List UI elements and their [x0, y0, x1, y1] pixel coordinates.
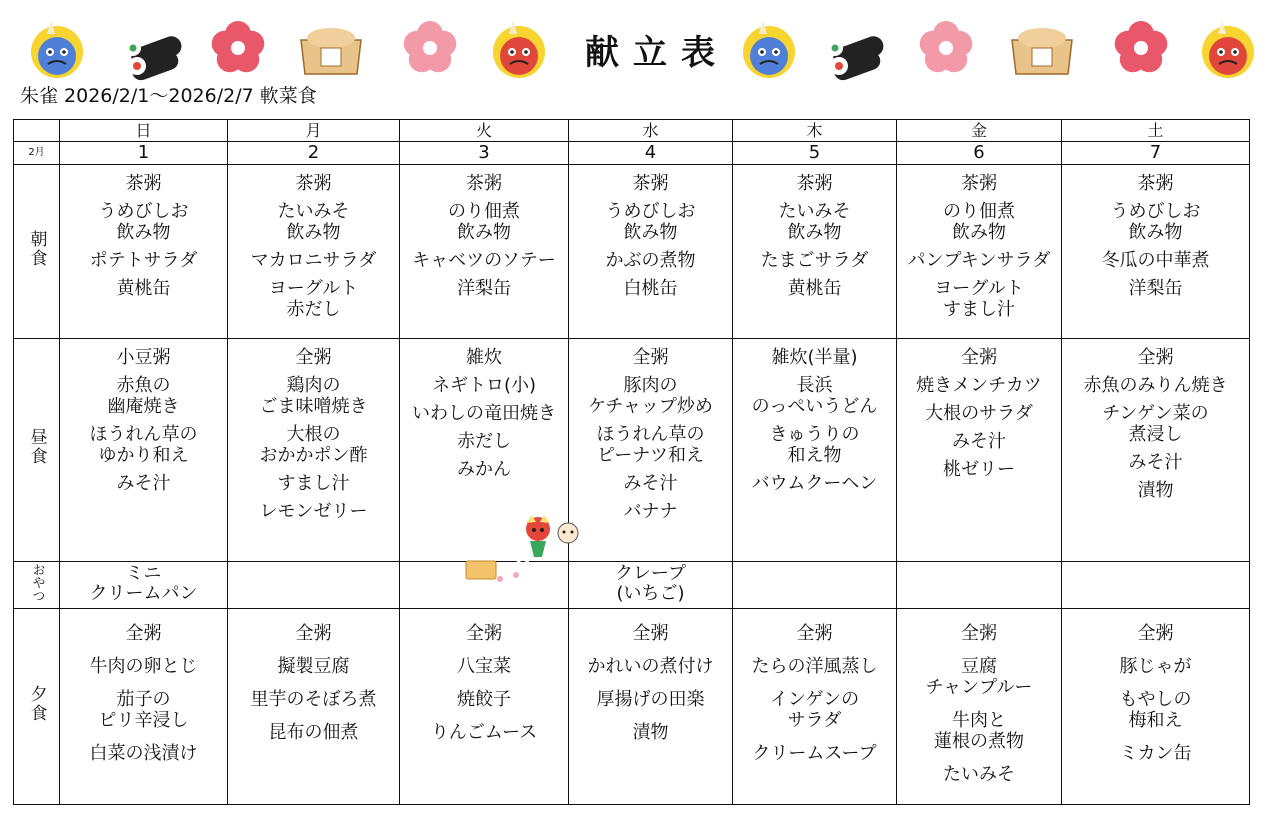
menu-item-list [569, 339, 732, 529]
lunch-label-text: 昼食 [26, 428, 47, 466]
menu-item: 厚揚げの田楽 [596, 689, 705, 710]
menu-item: うめびしお 飲み物 [1110, 201, 1201, 243]
menu-item: 洋梨缶 [1128, 278, 1183, 299]
breakfast-cell [228, 165, 400, 339]
menu-item: 茶粥 [125, 173, 162, 194]
red-oni-icon [493, 20, 545, 78]
menu-item: 黄桃缶 [787, 278, 842, 299]
menu-item-list [228, 165, 399, 327]
menu-item-list [733, 339, 896, 501]
date-cell: 3 [400, 142, 569, 165]
menu-item: すまし汁 [277, 473, 350, 494]
menu-item: 雑炊(半量) [771, 347, 858, 368]
menu-item: インゲンの サラダ [769, 689, 860, 731]
menu-item: 漬物 [1137, 480, 1174, 501]
menu-item: かぶの煮物 [605, 250, 696, 271]
dinner-cell [400, 609, 569, 805]
menu-item: 全粥 [961, 347, 997, 368]
menu-item-list [897, 165, 1061, 327]
weekday-header: 月 [228, 120, 400, 142]
breakfast-cell [897, 165, 1062, 339]
menu-item: 茶粥 [466, 173, 502, 194]
menu-item: 茶粥 [796, 173, 833, 194]
menu-item: いわしの竜田焼き [412, 403, 556, 424]
weekday-header: 土 [1062, 120, 1250, 142]
menu-item: 全粥 [961, 623, 997, 644]
menu-item: 牛肉と 蓮根の煮物 [934, 710, 1024, 752]
dinner-label [14, 609, 60, 805]
menu-item: ほうれん草の ピーナツ和え [596, 424, 705, 466]
weekday-header: 日 [60, 120, 228, 142]
menu-item: 赤魚のみりん焼き [1083, 375, 1228, 396]
weekday-row [14, 120, 1250, 142]
menu-item: きゅうりの 和え物 [769, 424, 860, 466]
menu-item: チンゲン菜の 煮浸し [1102, 403, 1209, 445]
snack-cell [228, 562, 400, 609]
header [0, 0, 1269, 118]
menu-item: 全粥 [466, 623, 502, 644]
menu-item: レモンゼリー [259, 501, 368, 522]
menu-item: 全粥 [632, 623, 669, 644]
menu-item: 雑炊 [466, 347, 502, 368]
menu-item: 冬瓜の中華煮 [1101, 250, 1210, 271]
snack-cell [733, 562, 897, 609]
dinner-row [14, 609, 1250, 805]
menu-item: 赤魚の 幽庵焼き [107, 375, 180, 417]
menu-item-list [60, 165, 227, 306]
breakfast-cell [733, 165, 897, 339]
lunch-row [14, 339, 1250, 562]
breakfast-cell [1062, 165, 1250, 339]
menu-item: みそ汁 [623, 473, 678, 494]
lunch-cell [228, 339, 400, 562]
menu-item-list [733, 609, 896, 776]
menu-item: 全粥 [796, 623, 833, 644]
menu-item-list [228, 339, 399, 529]
menu-item: 擬製豆腐 [277, 656, 350, 677]
ume-flower-icon [920, 21, 973, 72]
menu-item-list [400, 609, 568, 755]
menu-item: うめびしお 飲み物 [605, 201, 696, 243]
snack-cell [897, 562, 1062, 609]
menu-item: 漬物 [632, 722, 669, 743]
menu-item: みそ汁 [952, 431, 1006, 452]
menu-item-list [228, 562, 399, 564]
snack-row [14, 562, 1250, 609]
menu-item: うめびしお 飲み物 [98, 201, 189, 243]
menu-item: 茶粥 [295, 173, 332, 194]
menu-item: ヨーグルト すまし汁 [934, 278, 1024, 320]
menu-item: 昆布の佃煮 [268, 722, 359, 743]
menu-item: 焼きメンチカツ [916, 375, 1042, 396]
date-cell: 5 [733, 142, 897, 165]
menu-item: たいみそ 飲み物 [778, 201, 851, 243]
date-cell: 7 [1062, 142, 1250, 165]
blue-oni-icon [31, 20, 83, 78]
menu-item-list [60, 339, 227, 501]
menu-item: 豚じゃが [1119, 656, 1192, 677]
menu-item-list [400, 339, 568, 487]
weekday-header: 木 [733, 120, 897, 142]
menu-item: 白菜の浅漬け [89, 743, 198, 764]
red-oni-icon [1202, 20, 1254, 78]
menu-item: みそ汁 [1128, 452, 1183, 473]
setsubun-char-2: 分 [508, 546, 535, 576]
menu-item: 豆腐 チャンプルー [925, 656, 1033, 698]
menu-item-list [1062, 165, 1249, 306]
setsubun-oni-icon [460, 513, 585, 585]
ehomaki-icon [827, 33, 886, 82]
menu-item: クリームスープ [752, 743, 877, 764]
menu-item-list [897, 562, 1061, 564]
menu-item: 茄子の ピリ辛浸し [98, 689, 189, 731]
menu-item: 全粥 [295, 347, 332, 368]
menu-item: マカロニサラダ [250, 250, 377, 271]
month-label: 2月 [14, 142, 60, 165]
fuku-masu-icon [1012, 28, 1072, 74]
menu-item: 茶粥 [1137, 173, 1174, 194]
menu-item: ほうれん草の ゆかり和え [89, 424, 198, 466]
menu-item: バウムクーヘン [751, 473, 878, 494]
menu-item: 赤だし [457, 431, 511, 452]
menu-item: 長浜 のっぺいうどん [751, 375, 878, 417]
menu-item: 桃ゼリー [943, 459, 1015, 480]
weekday-header: 火 [400, 120, 569, 142]
menu-item: 全粥 [125, 623, 162, 644]
date-cell: 2 [228, 142, 400, 165]
menu-item-list [569, 609, 732, 755]
setsubun-char-1: 節 [474, 534, 501, 564]
ume-flower-icon [404, 21, 457, 72]
fuku-masu-icon [301, 28, 361, 74]
dinner-label-text: 夕食 [26, 684, 47, 723]
menu-item-list [228, 609, 399, 755]
lunch-cell [733, 339, 897, 562]
breakfast-row [14, 165, 1250, 339]
menu-item: ミニ クリームパン [89, 563, 198, 604]
breakfast-label [14, 165, 60, 339]
menu-item: 里芋のそぼろ煮 [250, 689, 377, 710]
corner-cell [14, 120, 60, 142]
ume-flower-icon [1115, 21, 1168, 72]
lunch-cell [569, 339, 733, 562]
ume-flower-icon [212, 21, 265, 72]
menu-item: キャベツのソテー [412, 250, 556, 271]
ehomaki-icon [125, 33, 184, 82]
menu-item: 洋梨缶 [457, 278, 511, 299]
menu-item-list [400, 165, 568, 306]
menu-item: 白桃缶 [623, 278, 678, 299]
menu-item: バナナ [623, 501, 678, 522]
menu-item: 黄桃缶 [116, 278, 171, 299]
menu-item: 全粥 [1137, 623, 1174, 644]
menu-item: 大根の おかかポン酢 [259, 424, 368, 466]
menu-item: 全粥 [632, 347, 669, 368]
menu-item: 茶粥 [632, 173, 669, 194]
menu-item: クレープ (いちご) [614, 563, 687, 604]
menu-item: たまごサラダ [760, 250, 869, 271]
blue-oni-icon [743, 20, 795, 78]
dinner-cell [60, 609, 228, 805]
date-cell: 6 [897, 142, 1062, 165]
date-row [14, 142, 1250, 165]
menu-item: ミカン缶 [1119, 743, 1192, 764]
menu-item: 全粥 [295, 623, 332, 644]
menu-item-list [569, 165, 732, 306]
menu-item: 大根のサラダ [925, 403, 1033, 424]
snack-label [14, 562, 60, 609]
menu-item-list [60, 609, 227, 776]
snack-cell [1062, 562, 1250, 609]
lunch-cell [60, 339, 228, 562]
weekday-header: 金 [897, 120, 1062, 142]
menu-item: ヨーグルト 赤だし [268, 278, 359, 320]
breakfast-cell [569, 165, 733, 339]
menu-item: 焼餃子 [457, 689, 511, 710]
breakfast-label-text: 朝食 [26, 229, 47, 268]
dinner-cell [897, 609, 1062, 805]
menu-item: 豚肉の ケチャップ炒め [588, 375, 713, 417]
menu-item-list [733, 562, 896, 564]
menu-item: のり佃煮 飲み物 [448, 201, 520, 243]
menu-item-list [1062, 609, 1249, 776]
breakfast-cell [400, 165, 569, 339]
menu-item: りんごムース [430, 722, 538, 743]
menu-item-list [897, 609, 1061, 797]
date-cell: 1 [60, 142, 228, 165]
menu-item: もやしの 梅和え [1119, 689, 1192, 731]
snack-label-text: おやつ [29, 562, 45, 602]
dinner-cell [733, 609, 897, 805]
menu-item: みかん [457, 459, 511, 480]
menu-table [13, 119, 1250, 805]
menu-item: 全粥 [1137, 347, 1174, 368]
menu-item-list [897, 339, 1061, 487]
menu-item: のり佃煮 飲み物 [943, 201, 1015, 243]
snack-cell [569, 562, 733, 609]
lunch-cell [897, 339, 1062, 562]
menu-item: 八宝菜 [457, 656, 511, 677]
menu-item: 茶粥 [961, 173, 997, 194]
lunch-label [14, 339, 60, 562]
menu-item-list [60, 562, 227, 604]
weekday-header: 水 [569, 120, 733, 142]
dinner-cell [569, 609, 733, 805]
menu-item: 鶏肉の ごま味噌焼き [259, 375, 368, 417]
dinner-cell [228, 609, 400, 805]
date-cell: 4 [569, 142, 733, 165]
menu-item: たらの洋風蒸し [751, 656, 878, 677]
dinner-cell [1062, 609, 1250, 805]
breakfast-cell [60, 165, 228, 339]
menu-item-list [569, 562, 732, 604]
menu-item: ポテトサラダ [89, 250, 198, 271]
menu-item: みそ汁 [116, 473, 171, 494]
page-subtitle: 朱雀 2026/2/1〜2026/2/7 軟菜食 [20, 85, 317, 107]
menu-item-list [1062, 339, 1249, 508]
menu-item: ネギトロ(小) [431, 375, 537, 396]
menu-item-list [733, 165, 896, 306]
menu-item: 小豆粥 [116, 347, 171, 368]
page-title: 献立表 [585, 33, 729, 73]
menu-item: たいみそ 飲み物 [277, 201, 350, 243]
menu-item: たいみそ [943, 764, 1015, 785]
snack-cell [60, 562, 228, 609]
menu-item: かれいの煮付け [587, 656, 714, 677]
menu-item: 牛肉の卵とじ [89, 656, 198, 677]
menu-item: パンプキンサラダ [907, 250, 1051, 271]
menu-item-list [1062, 562, 1249, 564]
lunch-cell [1062, 339, 1250, 562]
